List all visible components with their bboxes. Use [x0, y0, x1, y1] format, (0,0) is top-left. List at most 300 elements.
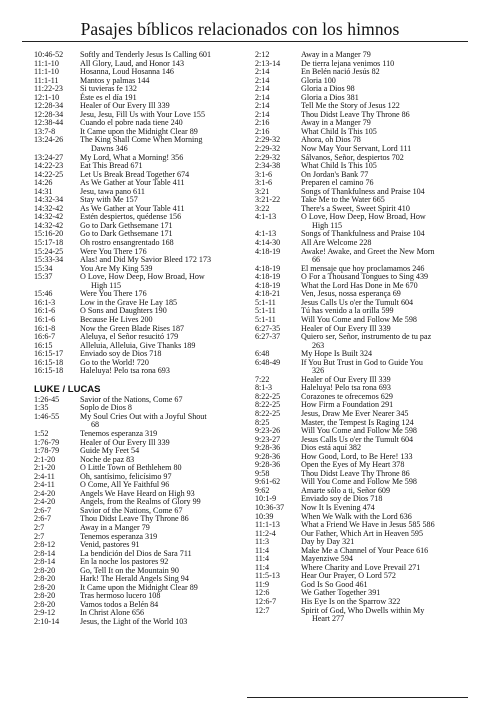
- scripture-reference: 6:48-49: [255, 357, 281, 367]
- scripture-reference: 12:28-34: [34, 109, 64, 119]
- index-entry: [255, 213, 480, 230]
- hymn-title-text: Noche de paz 83: [80, 454, 135, 464]
- scripture-reference: 1:35: [34, 403, 49, 413]
- index-entry: [34, 533, 252, 542]
- scripture-reference: 11:1-10: [34, 67, 59, 77]
- hymn-title-text: If You But Trust in God to Guide You: [301, 357, 423, 367]
- hymn-title-text: El mensaje que hoy proclamamos 246: [301, 263, 425, 273]
- hymn-title-text: Vamos todos a Belén 84: [80, 599, 159, 609]
- scripture-reference: 14:31: [34, 186, 53, 196]
- hymn-title-text: Jesu, tawa pano 611: [80, 186, 145, 196]
- scripture-reference: 10:39: [255, 511, 274, 521]
- hymn-title-text: La bendición del Dios de Sara 711: [80, 548, 192, 558]
- hymn-title-text: Gloria a Dios 98: [301, 84, 355, 94]
- hymn-title-text: Now It Is Evening 474: [301, 502, 375, 512]
- hymn-title-text: Amarte sólo a ti, Señor 609: [301, 485, 391, 495]
- hymn-title-text: Mayenziwe 594: [301, 554, 353, 564]
- hymn-title-text: My Hope Is Built 324: [301, 349, 373, 359]
- scripture-reference: 2:10-14: [34, 617, 60, 626]
- hymn-title-text: Haleluya! Pelo tsa rona 693: [301, 383, 391, 393]
- scripture-reference: 11:4: [255, 545, 270, 555]
- scripture-reference: 3:21-22: [255, 195, 281, 205]
- page-title: Pasajes bíblicos relacionados con los himnos: [80, 19, 400, 39]
- scripture-reference: 2:4-20: [34, 488, 56, 498]
- hymn-title-text: Healer of Our Every Ill 339: [301, 374, 391, 384]
- scripture-reference: 2:34-38: [255, 161, 281, 171]
- scripture-reference: 2:8-12: [34, 540, 56, 550]
- scripture-reference: 2:1-20: [34, 463, 56, 473]
- hymn-title-text: Where Charity and Love Prevail 271: [301, 562, 421, 572]
- hymn-title-text: Eat This Bread 671: [80, 161, 143, 171]
- scripture-reference: 7:22: [255, 374, 270, 384]
- hymn-title-text: Cuando el pobre nada tiene 240: [80, 118, 183, 128]
- scripture-reference: 2:7: [34, 522, 45, 532]
- hymn-title-text: Tras hermoso lucero 108: [80, 591, 161, 601]
- hymn-title-text: Healer of Our Every Ill 339: [80, 101, 170, 111]
- scripture-reference: 12:6: [255, 588, 270, 598]
- scripture-reference: 5:1-11: [255, 306, 276, 316]
- index-entry: [255, 607, 480, 624]
- right-entry-list: [255, 51, 480, 624]
- scripture-reference: 2:8-20: [34, 599, 56, 609]
- scripture-reference: 16:1-6: [34, 306, 56, 316]
- hymn-title-text: Oh, santísimo, felicísimo 97: [80, 471, 172, 481]
- hymn-title: [301, 248, 480, 265]
- scripture-reference: 1:76-79: [34, 437, 60, 447]
- left-entry-list: [34, 51, 252, 376]
- scripture-reference: 9:28-36: [255, 443, 281, 453]
- hymn-title-text: Enviado soy de Dios 718: [80, 349, 162, 359]
- hymn-title-text: God Is So Good 461: [301, 579, 368, 589]
- scripture-reference: 16:1-6: [34, 314, 56, 324]
- hymn-title-text: O Love, How Deep, How Broad, How: [80, 272, 205, 282]
- hymn-title-text: Alas! and Did My Savior Bleed 172 173: [80, 255, 212, 265]
- hymn-title: [301, 607, 480, 624]
- scripture-reference: 1:78-79: [34, 446, 60, 456]
- scripture-reference: 2:14: [255, 84, 270, 94]
- scripture-reference: 15:24-25: [34, 246, 64, 256]
- scripture-reference: 2:14: [255, 101, 270, 111]
- hymn-title-text: Alleluia, Alleluia, Give Thanks 189: [80, 340, 196, 350]
- scripture-reference: 15:33-34: [34, 255, 64, 265]
- hymn-title-text: Enviado soy de Dios 718: [301, 494, 383, 504]
- scripture-reference: 9:61-62: [255, 477, 281, 487]
- hymn-title-text: How Good, Lord, to Be Here! 133: [301, 451, 413, 461]
- hymn-title-text: Make Me a Channel of Your Peace 616: [301, 545, 429, 555]
- scripture-reference: 2:13-14: [255, 58, 281, 68]
- hymn-title-text: Open the Eyes of My Heart 378: [301, 460, 405, 470]
- hymn-title-text: My Soul Cries Out with a Joyful Shout: [80, 411, 207, 421]
- scripture-reference: 16:15-18: [34, 366, 64, 376]
- index-entry: [255, 128, 480, 137]
- scripture-reference: 16:15-18: [34, 357, 64, 367]
- hymn-title-text: Songs of Thankfulness and Praise 104: [301, 186, 425, 196]
- scripture-reference: 2:14: [255, 75, 270, 85]
- luke-entry-list: [34, 396, 252, 627]
- hymn-title-continuation: 66: [312, 255, 321, 265]
- index-entry: [34, 77, 252, 86]
- index-entry: [34, 136, 252, 153]
- hymn-title-text: De tierra lejana venimos 110: [301, 58, 395, 68]
- hymn-title-text: What Child Is This 105: [301, 126, 377, 136]
- hymn-title-text: Haleluya! Pelo tsa rona 693: [80, 366, 170, 376]
- hymn-title-text: Estén despiertos, quédense 156: [80, 212, 182, 222]
- index-entry: [255, 68, 480, 77]
- hymn-title-text: As We Gather at Your Table 411: [80, 203, 185, 213]
- scripture-reference: 9:28-36: [255, 460, 281, 470]
- index-entry: [255, 436, 480, 445]
- scripture-reference: 2:8-20: [34, 591, 56, 601]
- hymn-title-text: Guide My Feet 54: [80, 446, 140, 456]
- hymn-title-text: Now May Your Servant, Lord 111: [301, 144, 412, 154]
- scripture-reference: 11:4: [255, 562, 270, 572]
- scripture-reference: 2:16: [255, 118, 270, 128]
- hymn-title-continuation: 326: [312, 366, 325, 376]
- scripture-reference: 12:7: [255, 605, 270, 615]
- hymn-title-text: What the Lord Has Done in Me 670: [301, 280, 418, 290]
- scripture-reference: 11:3: [255, 537, 270, 547]
- hymn-title: [80, 618, 252, 627]
- hymn-title-text: What Child Is This 105: [301, 161, 377, 171]
- scripture-reference: 6:48: [255, 349, 270, 359]
- scripture-reference: 2:8-14: [34, 548, 56, 558]
- hymn-title-continuation: 68: [91, 420, 100, 430]
- scripture-reference: 4:18-19: [255, 272, 281, 282]
- index-entry: [255, 248, 480, 265]
- scripture-reference: 6:27-37: [255, 332, 281, 342]
- hymn-title-text: O Sons and Daughters 190: [80, 306, 167, 316]
- scripture-reference: 11:1-13: [255, 520, 280, 530]
- hymn-title-text: Oh rostro ensangrentado 168: [80, 238, 174, 248]
- scripture-reference: 2:16: [255, 126, 270, 136]
- hymn-title-text: Gloria a Dios 381: [301, 92, 359, 102]
- scripture-reference: 4:1-13: [255, 212, 277, 222]
- hymn-title-text: Stay with Me 157: [80, 195, 138, 205]
- hymn-title-text: Soplo de Dios 8: [80, 403, 132, 413]
- scripture-reference: 3:21: [255, 186, 270, 196]
- scripture-reference: 12:28-34: [34, 101, 64, 111]
- scripture-reference: 2:29-32: [255, 144, 281, 154]
- hymn-title-text: Healer of Our Every Ill 339: [80, 437, 170, 447]
- scripture-reference: 16:15: [34, 340, 53, 350]
- scripture-reference: 9:62: [255, 485, 270, 495]
- scripture-reference: 15:17-18: [34, 238, 64, 248]
- scripture-reference: 4:18-21: [255, 289, 281, 299]
- scripture-reference: 12:1-10: [34, 92, 60, 102]
- scripture-reference: 15:16-20: [34, 229, 64, 239]
- hymn-title: [80, 367, 252, 376]
- scripture-reference: 8:22-25: [255, 391, 281, 401]
- hymn-title-text: Take Me to the Water 665: [301, 195, 385, 205]
- scripture-reference: 10:36-37: [255, 502, 285, 512]
- scripture-reference: 2:1-20: [34, 454, 56, 464]
- scripture-reference: 10:1-9: [255, 494, 277, 504]
- scripture-reference: 13:24-26: [34, 135, 64, 145]
- hymn-title-text: Jesus, Draw Me Ever Nearer 345: [301, 408, 409, 418]
- index-entry: [34, 447, 252, 456]
- scripture-reference: 15:46: [34, 289, 53, 299]
- hymn-title-text: On Jordan's Bank 77: [301, 169, 369, 179]
- hymn-title-text: Softly and Tenderly Jesus Is Calling 601: [80, 50, 212, 59]
- scripture-reference: 2:4-11: [34, 480, 55, 490]
- hymn-title-text: Tenemos esperanza 319: [80, 531, 158, 541]
- hymn-title-text: En la noche los pastores 92: [80, 557, 169, 567]
- hymn-title-text: You Are My King 539: [80, 263, 153, 273]
- hymn-title-text: Jesus, the Light of the World 103: [80, 617, 188, 626]
- scripture-reference: 3:22: [255, 203, 270, 213]
- hymn-title-text: Hosanna, Loud Hosanna 146: [80, 67, 174, 77]
- scripture-reference: 4:18-19: [255, 280, 281, 290]
- hymn-title-text: Angels We Have Heard on High 93: [80, 488, 195, 498]
- scripture-reference: 4:1-13: [255, 229, 277, 239]
- hymn-title-continuation: 263: [312, 340, 325, 350]
- hymn-title-text: Awake! Awake, and Greet the New Morn: [301, 246, 435, 256]
- hymn-title-text: Mantos y palmas 144: [80, 75, 150, 85]
- bottom-rule: [247, 697, 468, 698]
- hymn-title-text: Jesus Calls Us o'er the Tumult 604: [301, 434, 414, 444]
- hymn-title-continuation: Heart 277: [312, 614, 345, 624]
- hymn-title-text: Songs of Thankfulness and Praise 104: [301, 229, 425, 239]
- hymn-title-text: Go to Dark Gethsemane 171: [80, 220, 173, 230]
- scripture-reference: 16:1-8: [34, 323, 56, 333]
- hymn-title-text: O Love, How Deep, How Broad, How: [301, 212, 426, 222]
- scripture-reference: 12:38-44: [34, 118, 64, 128]
- hymn-title-text: Tenemos esperanza 319: [80, 428, 158, 438]
- hymn-title-text: Tell Me the Story of Jesus 122: [301, 101, 400, 111]
- hymn-title-text: Venid, pastores 91: [80, 540, 140, 550]
- scripture-reference: 8:1-3: [255, 383, 273, 393]
- scripture-reference: 12:6-7: [255, 597, 277, 606]
- scripture-reference: 2:6-7: [34, 514, 52, 524]
- scripture-reference: 13:24-27: [34, 152, 64, 162]
- scripture-reference: 2:29-32: [255, 135, 281, 145]
- section-heading-luke: LUKE / LUCAS: [34, 383, 101, 395]
- hymn-title-text: Savior of the Nations, Come 67: [80, 394, 183, 404]
- hymn-title-text: Now the Green Blade Rises 187: [80, 323, 185, 333]
- scripture-reference: 11:9: [255, 579, 270, 589]
- scripture-reference: 15:37: [34, 272, 53, 282]
- hymn-title: [80, 413, 252, 430]
- index-entry: [34, 188, 252, 197]
- hymn-title-text: Healer of Our Every Ill 339: [301, 323, 391, 333]
- scripture-reference: 14:22-25: [34, 169, 64, 179]
- hymn-title-text: It Came upon the Midnight Clear 89: [80, 582, 198, 592]
- scripture-reference: 2:29-32: [255, 152, 281, 162]
- hymn-title-text: When We Walk with the Lord 636: [301, 511, 412, 521]
- hymn-title-text: There's a Sweet, Sweet Spirit 410: [301, 203, 410, 213]
- hymn-title-text: Away in a Manger 79: [301, 50, 371, 59]
- hymn-title-text: All Glory, Laud, and Honor 143: [80, 58, 185, 68]
- hymn-title-text: Spirit of God, Who Dwells within My: [301, 605, 425, 615]
- hymn-title-text: Our Father, Which Art in Heaven 595: [301, 528, 424, 538]
- index-entry: [34, 618, 252, 627]
- scripture-reference: 3:1-6: [255, 178, 273, 188]
- index-entry: [34, 413, 252, 430]
- hymn-title-text: What a Friend We Have in Jesus 585 586: [301, 520, 435, 530]
- hymn-title-text: Go, Tell It on the Mountain 90: [80, 565, 179, 575]
- scripture-reference: 11:4: [255, 554, 270, 564]
- hymn-title-continuation: High 115: [312, 220, 343, 230]
- scripture-reference: 9:28-36: [255, 451, 281, 461]
- scripture-reference: 9:23-27: [255, 434, 281, 444]
- scripture-reference: 11:1-11: [34, 75, 59, 85]
- hymn-title-text: Sálvanos, Señor, despiertos 702: [301, 152, 404, 162]
- scripture-reference: 15:34: [34, 263, 53, 273]
- hymn-title-text: Quiero ser, Señor, instrumento de tu paz: [301, 332, 432, 342]
- hymn-title-text: O Little Town of Bethlehem 80: [80, 463, 182, 473]
- index-entry: [255, 85, 480, 94]
- scripture-reference: 9:23-26: [255, 426, 281, 436]
- scripture-reference: 11:2-4: [255, 528, 276, 538]
- scripture-reference: 14:26: [34, 178, 53, 188]
- hymn-title-text: Because He Lives 200: [80, 314, 153, 324]
- scripture-reference: 14:32-34: [34, 195, 64, 205]
- scripture-reference: 1:52: [34, 428, 49, 438]
- scripture-reference: 2:7: [34, 531, 45, 541]
- hymn-title-text: Will You Come and Follow Me 598: [301, 426, 417, 436]
- hymn-title-text: Dios está aquí 382: [301, 443, 362, 453]
- hymn-title-text: Jesus Calls Us o'er the Tumult 604: [301, 297, 414, 307]
- hymn-title-text: Jesu, Jesu, Fill Us with Your Love 155: [80, 109, 206, 119]
- hymn-title-text: Thou Didst Leave Thy Throne 86: [301, 109, 410, 119]
- hymn-title-text: Were You There 176: [80, 289, 147, 299]
- left-column: [34, 51, 252, 627]
- scripture-reference: 2:8-20: [34, 574, 56, 584]
- hymn-title: [301, 213, 480, 230]
- scripture-reference: 6:27-35: [255, 323, 281, 333]
- hymn-title-text: Corazones te ofrecemos 629: [301, 391, 393, 401]
- hymn-title-continuation: Dawns 346: [91, 144, 128, 154]
- hymn-title-text: Tú has venido a la orilla 599: [301, 306, 394, 316]
- hymn-title-text: Preparen el camino 76: [301, 178, 374, 188]
- scripture-reference: 2:4-20: [34, 497, 56, 507]
- scripture-reference: 14:32-42: [34, 212, 64, 222]
- hymn-title-text: Éste es el día 191: [80, 92, 137, 102]
- hymn-title-text: My Lord, What a Morning! 356: [80, 152, 184, 162]
- scripture-reference: 2:6-7: [34, 505, 52, 515]
- scripture-reference: 16:6-7: [34, 332, 56, 342]
- scripture-reference: 8:22-25: [255, 400, 281, 410]
- hymn-title-text: Will You Come and Follow Me 598: [301, 477, 417, 487]
- scripture-reference: 8:25: [255, 417, 270, 427]
- hymn-title-text: Go to the World! 720: [80, 357, 149, 367]
- index-entry: [255, 333, 480, 350]
- scripture-reference: 2:9-12: [34, 608, 56, 618]
- index-entry: [34, 85, 252, 94]
- hymn-title-text: As We Gather at Your Table 411: [80, 178, 185, 188]
- right-column: [255, 51, 480, 624]
- scripture-reference: 13:7-8: [34, 126, 56, 136]
- scripture-reference: 2:8-14: [34, 557, 56, 567]
- index-entry: [255, 547, 480, 556]
- hymn-title-text: Angels, from the Realms of Glory 99: [80, 497, 201, 507]
- hymn-title-text: Day by Day 321: [301, 537, 355, 547]
- hymn-title-text: Thou Didst Leave Thy Throne 86: [301, 468, 410, 478]
- scripture-reference: 2:12: [255, 50, 270, 59]
- hymn-title-text: Were You There 176: [80, 246, 147, 256]
- hymn-title-text: We Gather Together 391: [301, 588, 381, 598]
- hymn-title-text: Will You Come and Follow Me 598: [301, 314, 417, 324]
- hymn-title-text: En Belén nació Jesús 82: [301, 67, 380, 77]
- hymn-title-text: Ahora, oh Dios 78: [301, 135, 361, 145]
- index-entry: [255, 359, 480, 376]
- hymn-title-text: Let Us Break Bread Together 674: [80, 169, 190, 179]
- hymn-title-text: Si tuvieras fe 132: [80, 84, 137, 94]
- hymn-title-text: Away in a Manger 79: [80, 522, 150, 532]
- scripture-reference: 16:15-17: [34, 349, 64, 359]
- hymn-title-text: Away in a Manger 79: [301, 118, 371, 128]
- scripture-reference: 2:14: [255, 92, 270, 102]
- hymn-title-text: Aleluya, el Señor resucitó 179: [80, 332, 179, 342]
- scripture-reference: 11:22-23: [34, 84, 63, 94]
- scripture-reference: 14:22-23: [34, 161, 64, 171]
- scripture-reference: 16:1-3: [34, 297, 56, 307]
- hymn-title-text: The King Shall Come When Morning: [80, 135, 203, 145]
- scripture-reference: 3:1-6: [255, 169, 273, 179]
- scripture-reference: 11:1-10: [34, 58, 59, 68]
- scripture-reference: 14:32-42: [34, 220, 64, 230]
- scripture-reference: 11:5-13: [255, 571, 280, 581]
- scripture-reference: 8:22-25: [255, 408, 281, 418]
- hymn-title-text: O For a Thousand Tongues to Sing 439: [301, 272, 429, 282]
- hymn-title-text: Master, the Tempest Is Raging 124: [301, 417, 414, 427]
- index-entry: [34, 439, 252, 448]
- scripture-reference: 2:8-20: [34, 582, 56, 592]
- hymn-title-continuation: High 115: [91, 280, 122, 290]
- hymn-title-text: How Firm a Foundation 291: [301, 400, 394, 410]
- scripture-reference: 10:46-52: [34, 50, 64, 59]
- index-entry: [34, 396, 252, 405]
- scripture-reference: 2:14: [255, 109, 270, 119]
- scripture-reference: 14:32-42: [34, 203, 64, 213]
- hymn-title-text: Low in the Grave He Lay 185: [80, 297, 178, 307]
- index-entry: [34, 273, 252, 290]
- title-rule: [22, 41, 468, 42]
- index-entry: [34, 154, 252, 163]
- hymn-title-text: Go to Dark Gethsemane 171: [80, 229, 173, 239]
- scripture-reference: 4:18-19: [255, 263, 281, 273]
- hymn-title-text: Ven, Jesus, nossa esperança 69: [301, 289, 401, 299]
- hymn-title: [301, 359, 480, 376]
- scripture-reference: 2:8-20: [34, 565, 56, 575]
- hymn-title-text: Gloria 100: [301, 75, 336, 85]
- scripture-reference: 2:14: [255, 67, 270, 77]
- scripture-reference: 4:18-19: [255, 246, 281, 256]
- scripture-reference: 5:1-11: [255, 297, 276, 307]
- hymn-title-text: Thou Didst Leave Thy Throne 86: [80, 514, 189, 524]
- hymn-title-text: All Are Welcome 228: [301, 238, 372, 248]
- scripture-reference: 1:46-55: [34, 411, 60, 421]
- hymn-title: [80, 136, 252, 153]
- hymn-title-text: O Come, All Ye Faithful 96: [80, 480, 170, 490]
- hymn-title: [301, 333, 480, 350]
- scripture-reference: 4:14-30: [255, 238, 281, 248]
- hymn-title-text: Hark! The Herald Angels Sing 94: [80, 574, 189, 584]
- hymn-title: [80, 273, 252, 290]
- scripture-reference: 2:4-11: [34, 471, 55, 481]
- hymn-title-text: His Eye Is on the Sparrow 322: [301, 597, 401, 606]
- hymn-title-text: In Christ Alone 656: [80, 608, 145, 618]
- scripture-reference: 5:1-11: [255, 314, 276, 324]
- hymn-title-text: Hear Our Prayer, O Lord 572: [301, 571, 396, 581]
- index-entry: [255, 530, 480, 539]
- index-entry: [255, 77, 480, 86]
- scripture-reference: 9:58: [255, 468, 270, 478]
- index-entry: [34, 367, 252, 376]
- hymn-title-text: Savior of the Nations, Come 67: [80, 505, 183, 515]
- hymn-title-text: It Came upon the Midnight Clear 89: [80, 126, 198, 136]
- scripture-reference: 1:26-45: [34, 394, 60, 404]
